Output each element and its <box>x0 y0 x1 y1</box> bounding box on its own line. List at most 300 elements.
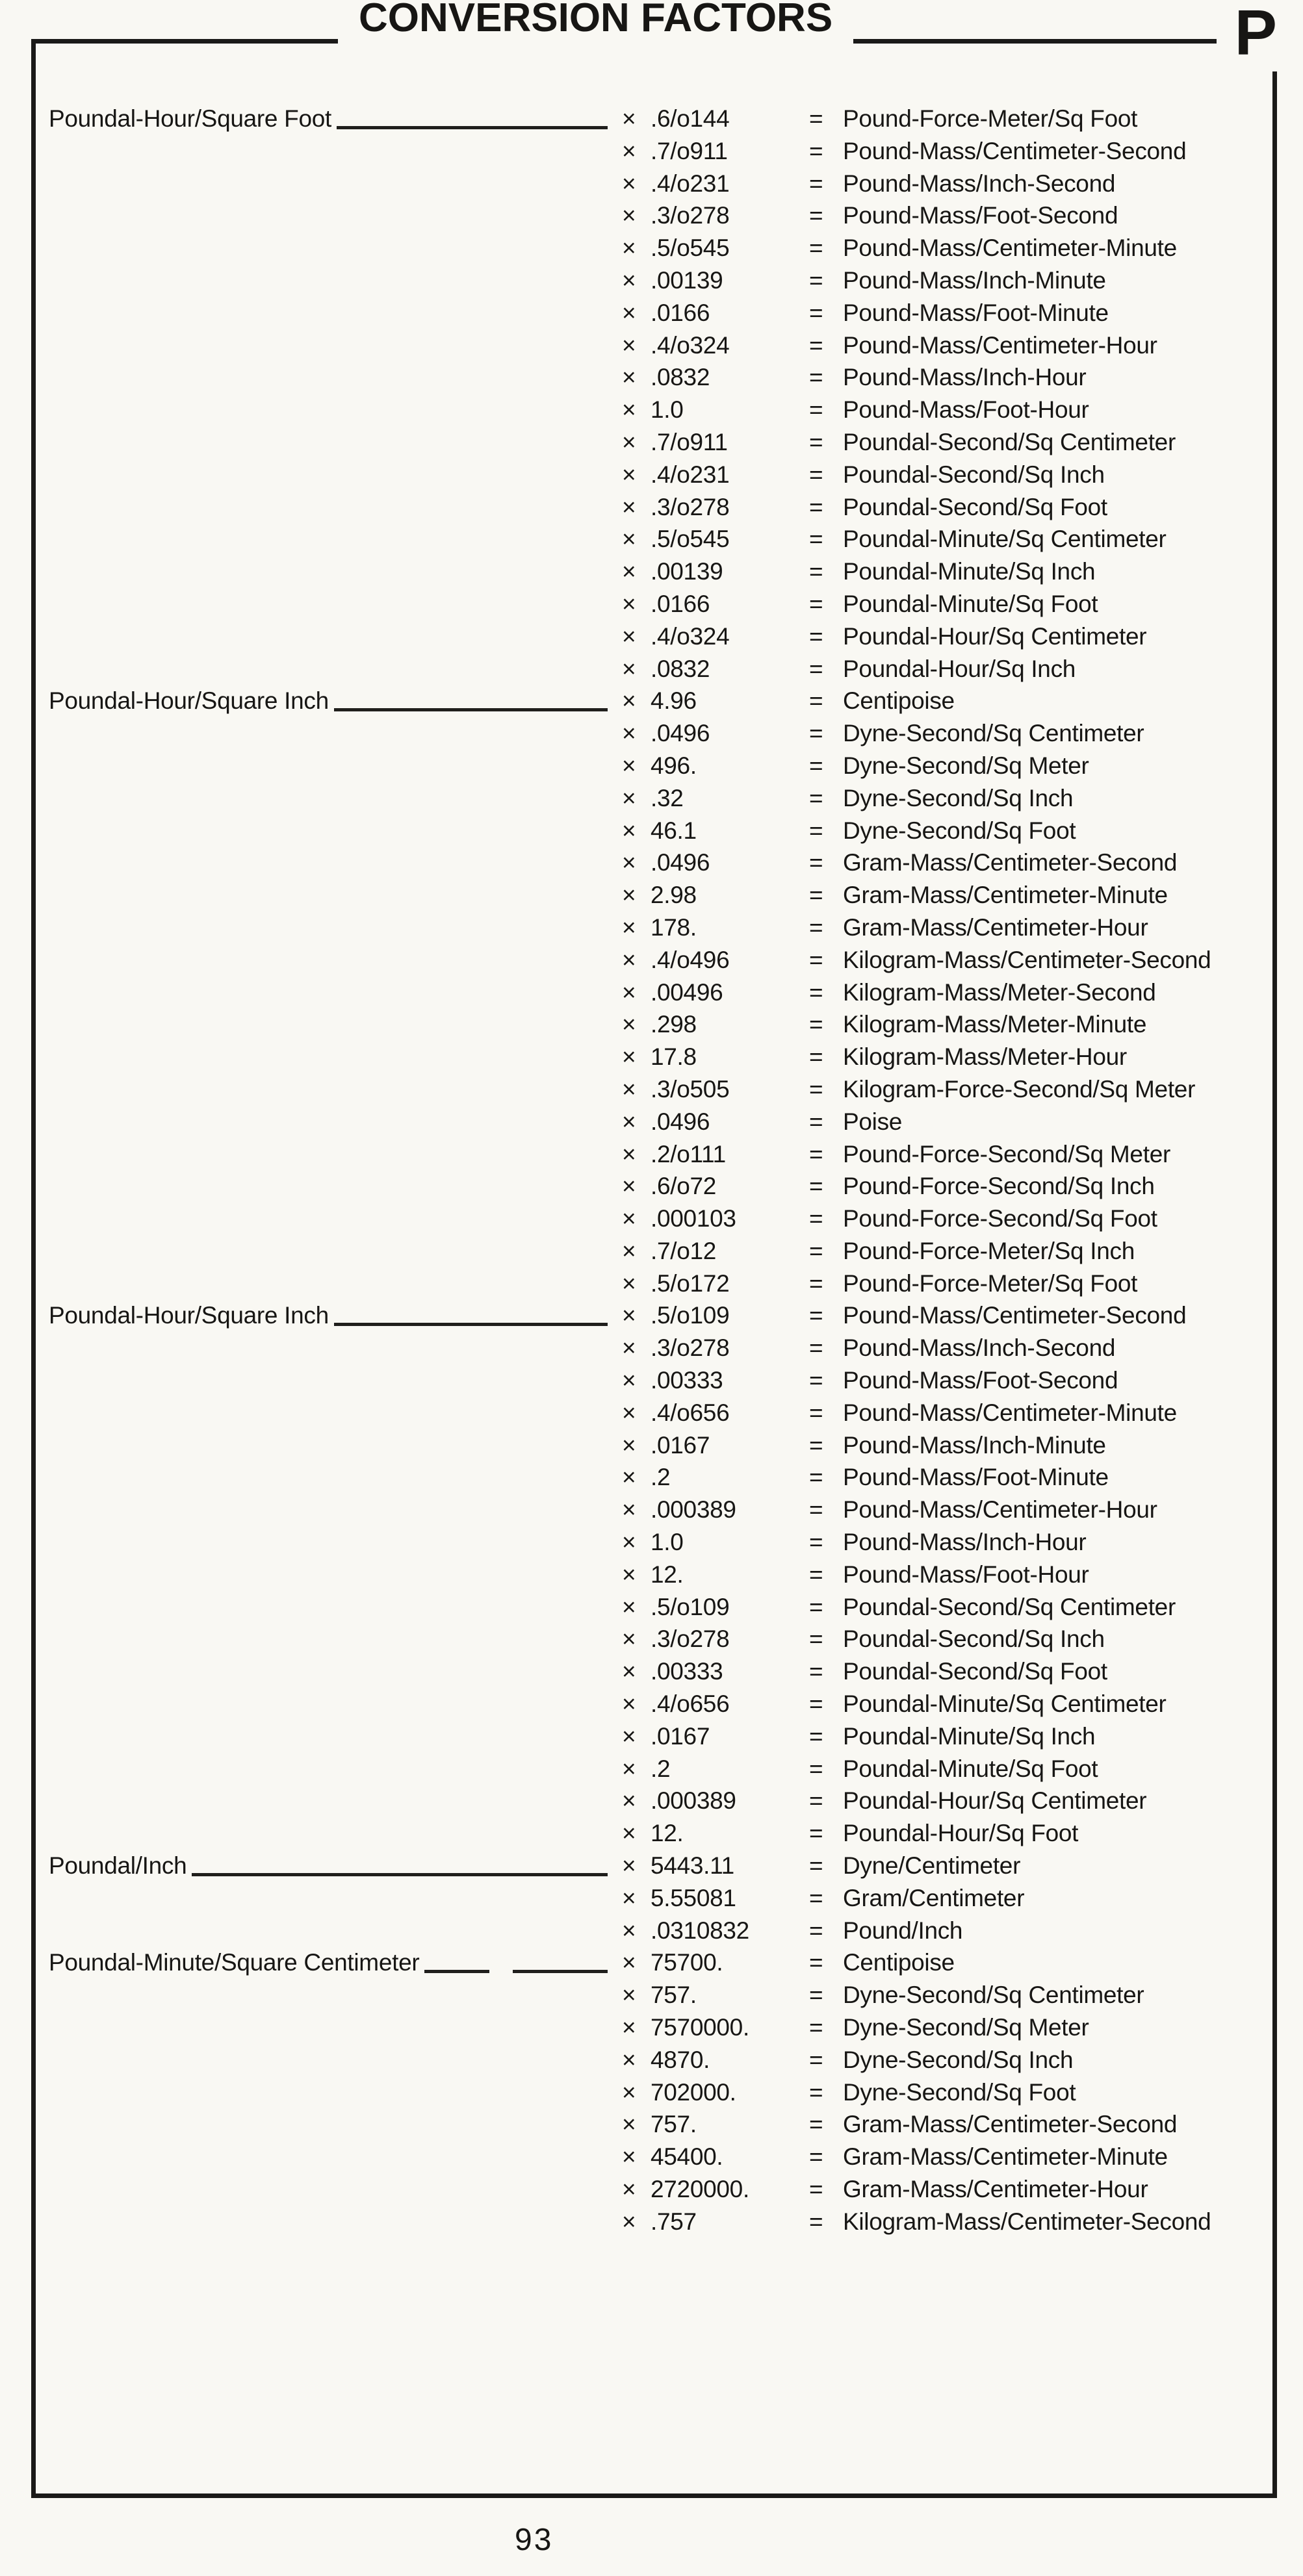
equals-symbol: = <box>809 2046 823 2073</box>
factor-cell <box>622 1461 809 1494</box>
result-unit: Pound-Mass/Centimeter-Minute <box>843 1399 1177 1426</box>
equals-symbol: = <box>809 1820 823 1847</box>
factor-value: .7/o911 <box>651 428 728 455</box>
factor-cell <box>622 1106 809 1138</box>
result-cell <box>809 1785 1272 1817</box>
factor-cell <box>622 1559 809 1591</box>
conversion-row <box>36 523 1272 555</box>
factor-value: .0832 <box>651 655 710 682</box>
factor-cell <box>622 1364 809 1397</box>
factor-cell <box>622 1979 809 2011</box>
factor-cell <box>622 329 809 362</box>
conversion-row <box>36 1008 1272 1041</box>
factor-cell <box>622 879 809 912</box>
conversion-row <box>36 1138 1272 1171</box>
multiply-symbol: × <box>622 1626 636 1653</box>
result-unit: Dyne-Second/Sq Foot <box>843 817 1076 844</box>
result-cell <box>809 1203 1272 1235</box>
result-cell <box>809 426 1272 459</box>
result-unit: Pound-Mass/Inch-Hour <box>843 1529 1087 1556</box>
conversion-row <box>36 491 1272 524</box>
multiply-symbol: × <box>622 1043 636 1071</box>
result-unit: Centipoise <box>843 1949 955 1976</box>
multiply-symbol: × <box>622 1852 636 1880</box>
conversion-row <box>36 2044 1272 2076</box>
factor-cell <box>622 815 809 847</box>
conversion-row <box>36 297 1272 329</box>
multiply-symbol: × <box>622 1108 636 1135</box>
equals-symbol: = <box>809 1367 823 1394</box>
result-cell <box>809 1138 1272 1171</box>
result-unit: Pound-Mass/Foot-Hour <box>843 396 1089 424</box>
factor-cell <box>622 1138 809 1171</box>
multiply-symbol: × <box>622 590 636 617</box>
result-cell <box>809 2011 1272 2044</box>
result-unit: Poundal-Second/Sq Foot <box>843 493 1107 520</box>
factor-cell <box>622 1332 809 1364</box>
factor-value: .0832 <box>651 364 710 391</box>
factor-value: .0166 <box>651 299 710 326</box>
multiply-symbol: × <box>622 299 636 326</box>
factor-value: 12. <box>651 1820 684 1847</box>
result-unit: Pound-Force-Second/Sq Inch <box>843 1173 1155 1200</box>
equals-symbol: = <box>809 1302 823 1329</box>
result-cell <box>809 879 1272 912</box>
equals-symbol: = <box>809 2176 823 2202</box>
factor-value: .0166 <box>651 590 710 617</box>
multiply-symbol: × <box>622 622 636 650</box>
multiply-symbol: × <box>622 1982 636 2009</box>
result-unit: Poundal-Hour/Sq Centimeter <box>843 622 1147 650</box>
result-cell <box>809 620 1272 653</box>
equals-symbol: = <box>809 428 823 455</box>
factor-cell <box>622 1268 809 1300</box>
conversion-row <box>36 1720 1272 1753</box>
result-unit: Pound-Mass/Inch-Hour <box>843 364 1087 391</box>
result-cell <box>809 1461 1272 1494</box>
factor-value: 4870. <box>651 2046 710 2073</box>
result-cell <box>809 1073 1272 1106</box>
factor-value: .4/o231 <box>651 461 730 488</box>
factor-cell <box>622 1850 809 1882</box>
result-unit: Pound-Mass/Centimeter-Hour <box>843 1496 1157 1524</box>
result-unit: Kilogram-Force-Second/Sq Meter <box>843 1075 1196 1103</box>
multiply-symbol: × <box>622 558 636 585</box>
factor-cell <box>622 1235 809 1268</box>
equals-symbol: = <box>809 1334 823 1362</box>
factor-cell <box>622 1041 809 1073</box>
factor-cell <box>622 297 809 329</box>
source-unit-cell <box>36 1299 622 1332</box>
factor-value: 17.8 <box>651 1043 697 1071</box>
conversion-row <box>36 199 1272 232</box>
result-unit: Poundal-Minute/Sq Inch <box>843 1722 1096 1750</box>
factor-value: .4/o656 <box>651 1690 730 1718</box>
factor-cell <box>622 2173 809 2206</box>
equals-symbol: = <box>809 1529 823 1556</box>
equals-symbol: = <box>809 2078 823 2106</box>
multiply-symbol: × <box>622 978 636 1006</box>
result-cell <box>809 2076 1272 2109</box>
result-cell <box>809 750 1272 782</box>
factor-cell <box>622 2011 809 2044</box>
factor-cell <box>622 1170 809 1203</box>
equals-symbol: = <box>809 493 823 520</box>
equals-symbol: = <box>809 2143 823 2171</box>
equals-symbol: = <box>809 817 823 844</box>
equals-symbol: = <box>809 299 823 326</box>
equals-symbol: = <box>809 2208 823 2235</box>
factor-value: .000103 <box>651 1205 736 1232</box>
result-unit: Pound-Force-Meter/Sq Inch <box>843 1237 1135 1264</box>
equals-symbol: = <box>809 2111 823 2138</box>
factor-value: .3/o505 <box>651 1075 730 1103</box>
result-cell <box>809 459 1272 491</box>
factor-value: .3/o278 <box>651 202 730 229</box>
result-unit: Pound/Inch <box>843 1917 963 1944</box>
source-unit-cell <box>36 103 622 135</box>
result-cell <box>809 1041 1272 1073</box>
result-unit: Poundal-Second/Sq Inch <box>843 1626 1105 1653</box>
result-unit: Dyne-Second/Sq Inch <box>843 784 1074 811</box>
result-unit: Pound-Mass/Centimeter-Hour <box>843 331 1157 359</box>
result-cell <box>809 232 1272 264</box>
factor-value: .00139 <box>651 266 723 294</box>
conversion-row <box>36 1817 1272 1850</box>
multiply-symbol: × <box>622 1529 636 1556</box>
multiply-symbol: × <box>622 1237 636 1264</box>
equals-symbol: = <box>809 1755 823 1782</box>
result-cell <box>809 1299 1272 1332</box>
equals-symbol: = <box>809 558 823 585</box>
result-unit: Kilogram-Mass/Meter-Second <box>843 978 1156 1006</box>
equals-symbol: = <box>809 784 823 811</box>
factor-cell <box>622 847 809 879</box>
factor-value: .32 <box>651 784 684 811</box>
equals-symbol: = <box>809 1496 823 1524</box>
result-cell <box>809 1494 1272 1526</box>
conversion-table <box>36 103 1272 2238</box>
conversion-row <box>36 135 1272 168</box>
result-unit: Poundal-Second/Sq Centimeter <box>843 1593 1176 1620</box>
conversion-row <box>36 782 1272 815</box>
conversion-row <box>36 361 1272 394</box>
equals-symbol: = <box>809 1626 823 1653</box>
conversion-row <box>36 1397 1272 1429</box>
conversion-row <box>36 750 1272 782</box>
result-cell <box>809 523 1272 555</box>
factor-cell <box>622 2206 809 2238</box>
result-cell <box>809 199 1272 232</box>
factor-value: 12. <box>651 1561 684 1588</box>
conversion-row <box>36 1688 1272 1720</box>
factor-value: .2 <box>651 1755 671 1782</box>
multiply-symbol: × <box>622 1593 636 1620</box>
leader-line <box>513 1970 608 1973</box>
conversion-row <box>36 1332 1272 1364</box>
factor-value: .5/o109 <box>651 1593 730 1620</box>
multiply-symbol: × <box>622 1399 636 1426</box>
conversion-row <box>36 1073 1272 1106</box>
multiply-symbol: × <box>622 752 636 779</box>
result-unit: Pound-Mass/Foot-Minute <box>843 299 1109 326</box>
factor-value: .0167 <box>651 1431 710 1459</box>
conversion-row <box>36 1559 1272 1591</box>
factor-cell <box>622 1882 809 1915</box>
page-number: 93 <box>515 2523 554 2557</box>
equals-symbol: = <box>809 1237 823 1264</box>
equals-symbol: = <box>809 137 823 164</box>
result-cell <box>809 361 1272 394</box>
multiply-symbol: × <box>622 1367 636 1394</box>
factor-value: 45400. <box>651 2143 723 2171</box>
multiply-symbol: × <box>622 1269 636 1297</box>
result-unit: Poundal-Second/Sq Inch <box>843 461 1105 488</box>
multiply-symbol: × <box>622 137 636 164</box>
multiply-symbol: × <box>622 946 636 973</box>
result-cell <box>809 168 1272 200</box>
multiply-symbol: × <box>622 235 636 262</box>
equals-symbol: = <box>809 687 823 715</box>
factor-value: .5/o172 <box>651 1269 730 1297</box>
conversion-row <box>36 1785 1272 1817</box>
factor-cell <box>622 1526 809 1559</box>
factor-value: .5/o545 <box>651 235 730 262</box>
multiply-symbol: × <box>622 202 636 229</box>
equals-symbol: = <box>809 364 823 391</box>
factor-cell <box>622 912 809 944</box>
result-unit: Poundal-Minute/Sq Foot <box>843 1755 1098 1782</box>
equals-symbol: = <box>809 1399 823 1426</box>
result-cell <box>809 847 1272 879</box>
equals-symbol: = <box>809 331 823 359</box>
multiply-symbol: × <box>622 526 636 553</box>
conversion-row <box>36 1364 1272 1397</box>
conversion-row <box>36 2076 1272 2109</box>
multiply-symbol: × <box>622 2111 636 2138</box>
multiply-symbol: × <box>622 2208 636 2235</box>
factor-cell <box>622 168 809 200</box>
equals-symbol: = <box>809 1917 823 1944</box>
multiply-symbol: × <box>622 1302 636 1329</box>
conversion-row <box>36 1850 1272 1882</box>
conversion-row <box>36 1915 1272 1947</box>
conversion-row <box>36 1429 1272 1462</box>
result-unit: Poundal-Hour/Sq Centimeter <box>843 1787 1147 1815</box>
multiply-symbol: × <box>622 784 636 811</box>
result-unit: Dyne-Second/Sq Centimeter <box>843 720 1144 747</box>
conversion-row <box>36 2141 1272 2173</box>
result-cell <box>809 394 1272 426</box>
result-unit: Kilogram-Mass/Centimeter-Second <box>843 946 1211 973</box>
factor-cell <box>622 199 809 232</box>
factor-value: 2.98 <box>651 882 697 909</box>
factor-value: .5/o545 <box>651 526 730 553</box>
result-unit: Pound-Mass/Foot-Second <box>843 202 1118 229</box>
result-cell <box>809 1688 1272 1720</box>
factor-value: .6/o144 <box>651 105 730 132</box>
factor-value: .4/o324 <box>651 331 730 359</box>
factor-value: .0496 <box>651 1108 710 1135</box>
factor-cell <box>622 588 809 620</box>
factor-value: 2720000. <box>651 2176 749 2202</box>
leader-line <box>334 1323 608 1326</box>
multiply-symbol: × <box>622 720 636 747</box>
conversion-row <box>36 1494 1272 1526</box>
result-unit: Kilogram-Mass/Meter-Minute <box>843 1011 1147 1038</box>
conversion-row <box>36 555 1272 588</box>
equals-symbol: = <box>809 1011 823 1038</box>
multiply-symbol: × <box>622 1464 636 1491</box>
factor-cell <box>622 1429 809 1462</box>
equals-symbol: = <box>809 2014 823 2041</box>
multiply-symbol: × <box>622 1011 636 1038</box>
source-unit-label: Poundal-Hour/Square Inch <box>49 1302 329 1329</box>
multiply-symbol: × <box>622 170 636 197</box>
factor-value: 1.0 <box>651 396 684 424</box>
conversion-row <box>36 815 1272 847</box>
conversion-row <box>36 232 1272 264</box>
equals-symbol: = <box>809 655 823 682</box>
equals-symbol: = <box>809 1173 823 1200</box>
result-unit: Pound-Mass/Foot-Hour <box>843 1561 1089 1588</box>
conversion-row <box>36 1170 1272 1203</box>
equals-symbol: = <box>809 266 823 294</box>
factor-cell <box>622 1817 809 1850</box>
result-unit: Dyne/Centimeter <box>843 1852 1021 1880</box>
result-cell <box>809 1655 1272 1688</box>
multiply-symbol: × <box>622 1755 636 1782</box>
factor-value: .00496 <box>651 978 723 1006</box>
multiply-symbol: × <box>622 817 636 844</box>
equals-symbol: = <box>809 396 823 424</box>
equals-symbol: = <box>809 590 823 617</box>
conversion-row <box>36 2011 1272 2044</box>
factor-cell <box>622 264 809 297</box>
result-cell <box>809 1753 1272 1785</box>
source-unit-cell <box>36 685 622 717</box>
equals-symbol: = <box>809 1884 823 1911</box>
factor-value: .0496 <box>651 720 710 747</box>
factor-cell <box>622 2108 809 2141</box>
result-cell <box>809 1429 1272 1462</box>
factor-cell <box>622 361 809 394</box>
multiply-symbol: × <box>622 1949 636 1976</box>
multiply-symbol: × <box>622 882 636 909</box>
factor-cell <box>622 426 809 459</box>
factor-value: .4/o231 <box>651 170 730 197</box>
factor-cell <box>622 1299 809 1332</box>
conversion-row <box>36 394 1272 426</box>
factor-value: 5443.11 <box>651 1852 734 1880</box>
result-cell <box>809 944 1272 976</box>
factor-value: .3/o278 <box>651 1334 730 1362</box>
equals-symbol: = <box>809 1075 823 1103</box>
multiply-symbol: × <box>622 655 636 682</box>
factor-cell <box>622 1785 809 1817</box>
multiply-symbol: × <box>622 687 636 715</box>
factor-value: .0496 <box>651 849 710 876</box>
factor-value: .0167 <box>651 1722 710 1750</box>
equals-symbol: = <box>809 913 823 941</box>
result-cell <box>809 297 1272 329</box>
conversion-row <box>36 847 1272 879</box>
result-unit: Poise <box>843 1108 903 1135</box>
result-cell <box>809 1008 1272 1041</box>
result-cell <box>809 135 1272 168</box>
conversion-row <box>36 717 1272 750</box>
conversion-row <box>36 1461 1272 1494</box>
factor-value: 75700. <box>651 1949 723 1976</box>
result-cell <box>809 1882 1272 1915</box>
equals-symbol: = <box>809 946 823 973</box>
result-unit: Dyne-Second/Sq Centimeter <box>843 1982 1144 2009</box>
equals-symbol: = <box>809 882 823 909</box>
leader-line <box>334 708 608 711</box>
equals-symbol: = <box>809 1043 823 1071</box>
conversion-row <box>36 588 1272 620</box>
multiply-symbol: × <box>622 1496 636 1524</box>
multiply-symbol: × <box>622 913 636 941</box>
conversion-row <box>36 912 1272 944</box>
multiply-symbol: × <box>622 2078 636 2106</box>
page-title: CONVERSION FACTORS <box>338 0 853 49</box>
result-unit: Gram-Mass/Centimeter-Second <box>843 2111 1178 2138</box>
equals-symbol: = <box>809 849 823 876</box>
result-unit: Pound-Mass/Foot-Second <box>843 1367 1118 1394</box>
factor-cell <box>622 135 809 168</box>
result-unit: Pound-Mass/Centimeter-Second <box>843 1302 1187 1329</box>
multiply-symbol: × <box>622 1722 636 1750</box>
result-cell <box>809 103 1272 135</box>
result-cell <box>809 782 1272 815</box>
factor-cell <box>622 1397 809 1429</box>
result-cell <box>809 1979 1272 2011</box>
factor-value: .3/o278 <box>651 1626 730 1653</box>
result-cell <box>809 1364 1272 1397</box>
factor-value: .4/o324 <box>651 622 730 650</box>
result-cell <box>809 1591 1272 1624</box>
multiply-symbol: × <box>622 1431 636 1459</box>
source-unit-label: Poundal-Minute/Square Centimeter <box>49 1949 420 1976</box>
factor-value: 702000. <box>651 2078 736 2106</box>
equals-symbol: = <box>809 1787 823 1815</box>
leader-line <box>337 126 608 129</box>
result-cell <box>809 491 1272 524</box>
result-cell <box>809 2173 1272 2206</box>
equals-symbol: = <box>809 202 823 229</box>
result-cell <box>809 815 1272 847</box>
result-unit: Poundal-Minute/Sq Foot <box>843 590 1098 617</box>
conversion-row <box>36 168 1272 200</box>
conversion-row <box>36 264 1272 297</box>
factor-cell <box>622 1753 809 1785</box>
result-cell <box>809 329 1272 362</box>
conversion-row <box>36 2173 1272 2206</box>
factor-value: .757 <box>651 2208 697 2235</box>
result-cell <box>809 1946 1272 1979</box>
equals-symbol: = <box>809 1140 823 1167</box>
result-cell <box>809 555 1272 588</box>
factor-cell <box>622 523 809 555</box>
conversion-row <box>36 1106 1272 1138</box>
equals-symbol: = <box>809 1949 823 1976</box>
result-cell <box>809 1817 1272 1850</box>
conversion-row <box>36 1041 1272 1073</box>
result-cell <box>809 1106 1272 1138</box>
multiply-symbol: × <box>622 1334 636 1362</box>
result-cell <box>809 264 1272 297</box>
